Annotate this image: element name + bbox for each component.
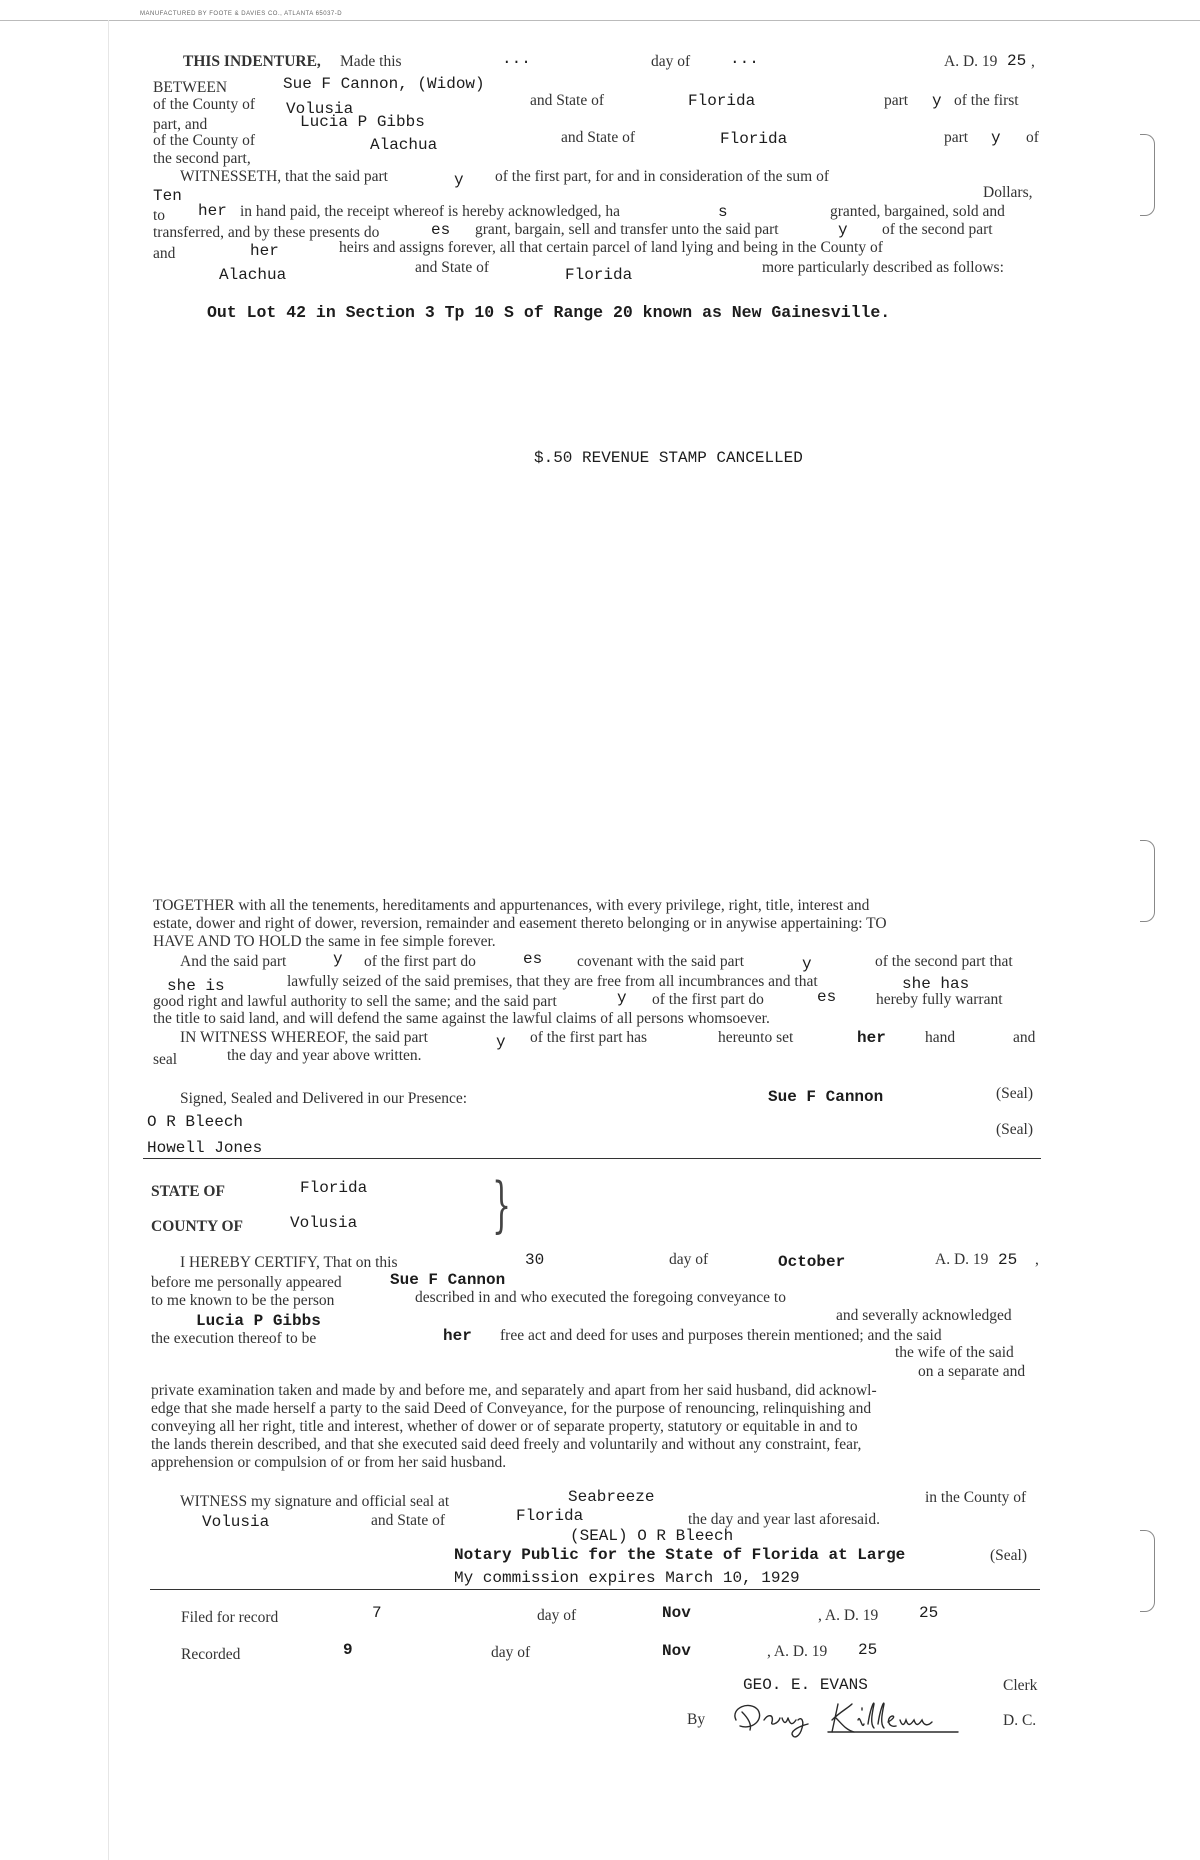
commission-expiry: My commission expires March 10, 1929 xyxy=(454,1569,800,1587)
last-aforesaid: the day and year last aforesaid. xyxy=(688,1511,880,1528)
of-label: of xyxy=(1026,129,1039,146)
and-label-2: and xyxy=(1013,1029,1036,1046)
grantee-county: Alachua xyxy=(370,136,438,154)
ack-state: Florida xyxy=(300,1179,368,1197)
authority-b: of the first part do xyxy=(652,991,764,1008)
binder-clip-middle xyxy=(1140,840,1155,922)
hand-label: hand xyxy=(925,1029,956,1046)
recorded-month: Nov xyxy=(662,1642,691,1660)
covenant-y-1: y xyxy=(333,950,343,968)
ack-year: 25 xyxy=(998,1251,1018,1269)
sum-value: Ten xyxy=(153,187,182,205)
in-witness-c: hereunto set xyxy=(718,1029,794,1046)
ack-county: Volusia xyxy=(290,1214,358,1232)
revenue-stamp-note: $.50 REVENUE STAMP CANCELLED xyxy=(534,449,803,467)
to-label: to xyxy=(153,207,166,224)
notary-divider xyxy=(150,1589,1040,1590)
recorded-dayof: day of xyxy=(491,1644,531,1661)
private-exam-3: conveying all her right, title and interest, whether of dower or of separate property, statutory or equitable in and to xyxy=(151,1418,858,1435)
witness-two: Howell Jones xyxy=(147,1139,263,1157)
filed-dayof: day of xyxy=(537,1607,577,1624)
appeared-label: before me personally appeared xyxy=(151,1274,342,1291)
in-witness-y: y xyxy=(496,1033,506,1051)
witness-sig-label: WITNESS my signature and official seal at xyxy=(180,1493,450,1510)
covenant-es-1: es xyxy=(523,950,543,968)
clerk-label: Clerk xyxy=(1003,1677,1038,1694)
part-suffix-2: y xyxy=(991,129,1001,147)
certify-a: I HEREBY CERTIFY, That on this xyxy=(180,1254,398,1271)
property-description: Out Lot 42 in Section 3 Tp 10 S of Range 20 known as New Gainesville. xyxy=(207,303,891,322)
seized-pronoun: she is xyxy=(167,977,225,995)
free-act-text: free act and deed for uses and purposes therein mentioned; and the said xyxy=(500,1327,942,1344)
ack-grantee: Lucia P Gibbs xyxy=(196,1312,321,1330)
filed-month: Nov xyxy=(662,1604,691,1622)
in-witness-a: IN WITNESS WHEREOF, the said part xyxy=(180,1029,428,1046)
binder-clip-top xyxy=(1140,134,1155,216)
covenant-b: of the first part do xyxy=(364,953,476,970)
wife-label: the wife of the said xyxy=(895,1344,1014,1361)
known-label: to me known to be the person xyxy=(151,1292,335,1309)
covenant-d: of the second part that xyxy=(875,953,1013,970)
recorded-ad: , A. D. 19 xyxy=(767,1643,828,1660)
witness-place: Seabreeze xyxy=(568,1488,655,1506)
ad-label: A. D. 19 xyxy=(944,53,998,70)
execution-label: the execution thereof to be xyxy=(151,1330,317,1347)
covenant-c: covenant with the said part xyxy=(577,953,745,970)
defend-text: the title to said land, and will defend the same against the lawful claims of all persons whomsoever. xyxy=(153,1010,770,1027)
to-pronoun: her xyxy=(198,202,227,220)
by-label: By xyxy=(687,1711,706,1728)
day-of-label: day of xyxy=(651,53,691,70)
part-suffix-3: y xyxy=(454,171,464,189)
county-of-label: COUNTY OF xyxy=(151,1218,243,1235)
ack-dayof: day of xyxy=(669,1251,709,1268)
filed-year: 25 xyxy=(919,1604,939,1622)
described-conveyance: described in and who executed the foregoing conveyance to xyxy=(415,1289,786,1306)
signature-divider xyxy=(143,1158,1041,1159)
grant-text: grant, bargain, sell and transfer unto the said part xyxy=(475,221,779,238)
margin-rule xyxy=(108,20,109,1860)
deputy-clerk-label: D. C. xyxy=(1003,1712,1037,1729)
she-has: she has xyxy=(902,975,970,993)
deputy-clerk-signature xyxy=(728,1690,983,1742)
private-exam-2: edge that she made herself a party to the said Deed of Conveyance, for the purpose of renouncing, relinquishing and xyxy=(151,1400,872,1417)
together-line-1: TOGETHER with all the tenements, hereditaments and appurtenances, with every privilege, right, title, interest and xyxy=(153,897,870,914)
grantor-name: Sue F Cannon, (Widow) xyxy=(283,75,485,93)
heirs-text: heirs and assigns forever, all that certain parcel of land lying and being in the County of xyxy=(339,239,883,256)
part-and-label: part, and xyxy=(153,116,208,133)
described-text: more particularly described as follows: xyxy=(762,259,1004,276)
month-blank: ... xyxy=(730,50,759,68)
notary-seal: (Seal) xyxy=(990,1547,1028,1564)
recorded-year: 25 xyxy=(858,1641,878,1659)
binder-clip-bottom xyxy=(1140,1530,1155,1612)
covenant-a: And the said part xyxy=(180,953,287,970)
notary-title: Notary Public for the State of Florida at Large xyxy=(454,1546,906,1564)
between-label: BETWEEN xyxy=(153,79,228,96)
filed-label: Filed for record xyxy=(181,1609,279,1626)
authority-c: hereby fully warrant xyxy=(876,991,1003,1008)
dollars-label: Dollars, xyxy=(983,184,1033,201)
together-line-3: HAVE AND TO HOLD the same in fee simple forever. xyxy=(153,933,496,950)
acknowledged-label: and severally acknowledged xyxy=(836,1307,1012,1324)
state-label-2: and State of xyxy=(561,129,636,146)
manufacturer-imprint: MANUFACTURED BY FOOTE & DAVIES CO., ATLANTA 65037-D xyxy=(140,11,343,17)
state-of-label: STATE OF xyxy=(151,1183,225,1200)
in-county-label: in the County of xyxy=(925,1489,1027,1506)
ack-ad: A. D. 19 xyxy=(935,1251,989,1268)
and-label: and xyxy=(153,245,176,262)
indenture-title: THIS INDENTURE, xyxy=(183,53,321,70)
appeared-name: Sue F Cannon xyxy=(390,1271,506,1289)
of-the-first: of the first xyxy=(954,92,1019,109)
second-part-text: of the second part xyxy=(882,221,993,238)
state-label-1: and State of xyxy=(530,92,605,109)
day-year-text: the day and year above written. xyxy=(227,1047,422,1064)
in-witness-b: of the first part has xyxy=(530,1029,648,1046)
private-exam-5: apprehension or compulsion of or from her said husband. xyxy=(151,1454,507,1471)
recorded-day: 9 xyxy=(343,1641,353,1659)
authority-y: y xyxy=(617,989,627,1007)
part-label-1: part xyxy=(884,92,909,109)
together-line-2: estate, dower and right of dower, reversion, remainder and easement thereto belonging or in anywise appertaining: TO xyxy=(153,915,887,932)
county-label-2: of the County of xyxy=(153,132,256,149)
day-blank: ... xyxy=(502,50,531,68)
recorded-label: Recorded xyxy=(181,1646,241,1663)
seized-text: lawfully seized of the said premises, that they are free from all incumbrances and that xyxy=(287,973,818,990)
ha-suffix: s xyxy=(718,203,728,221)
authority-es: es xyxy=(817,988,837,1006)
granted-text: granted, bargained, sold and xyxy=(830,203,1005,220)
covenant-y-2: y xyxy=(802,955,812,973)
grantor-county: Volusia xyxy=(286,100,354,118)
witness-one: O R Bleech xyxy=(147,1113,244,1131)
private-exam-1: private examination taken and made by and before me, and separately and apart from her said husband, did acknowl- xyxy=(151,1382,877,1399)
seal-label: seal xyxy=(153,1051,178,1068)
part-suffix-1: y xyxy=(932,92,942,110)
ack-day: 30 xyxy=(525,1251,545,1269)
seal-mark-2: (Seal) xyxy=(996,1121,1034,1138)
filed-ad: , A. D. 19 xyxy=(818,1607,879,1624)
grantee-name: Lucia P Gibbs xyxy=(300,113,425,131)
consideration-text: of the first part, for and in consideration of the sum of xyxy=(495,168,830,185)
witness-state: Florida xyxy=(516,1507,584,1525)
county-label-1: of the County of xyxy=(153,96,256,113)
second-part-label: the second part, xyxy=(153,150,251,167)
private-exam-4: the lands therein described, and that she executed said deed freely and voluntarily and without any constraint, fear, xyxy=(151,1436,862,1453)
grantor-state: Florida xyxy=(688,92,756,110)
witness-state-label: and State of xyxy=(371,1512,446,1529)
execution-her: her xyxy=(443,1327,472,1345)
seal-mark-1: (Seal) xyxy=(996,1085,1034,1102)
authority-a: good right and lawful authority to sell the same; and the said part xyxy=(153,993,557,1010)
filed-day: 7 xyxy=(372,1604,382,1622)
grantor-signature: Sue F Cannon xyxy=(768,1088,884,1106)
witness-county: Volusia xyxy=(202,1513,270,1531)
land-county: Alachua xyxy=(219,266,287,284)
transferred-text: transferred, and by these presents do xyxy=(153,224,380,241)
jurisdiction-brace: } xyxy=(492,1170,512,1240)
comma: , xyxy=(1031,53,1035,70)
made-this-label: Made this xyxy=(340,53,402,70)
land-state: Florida xyxy=(565,266,633,284)
ack-comma: , xyxy=(1035,1251,1039,1268)
witnesseth: WITNESSETH, that the said part xyxy=(180,168,388,185)
separate-label: on a separate and xyxy=(918,1363,1026,1380)
clerk-name: GEO. E. EVANS xyxy=(743,1676,868,1694)
year-value: 25 xyxy=(1007,52,1027,70)
part-label-2: part xyxy=(944,129,969,146)
presence-label: Signed, Sealed and Delivered in our Presence: xyxy=(180,1090,468,1107)
ack-month: October xyxy=(778,1253,846,1271)
part-suffix-4: y xyxy=(838,221,848,239)
do-suffix-1: es xyxy=(431,221,451,239)
heirs-pronoun: her xyxy=(250,242,279,260)
notary-name: (SEAL) O R Bleech xyxy=(570,1527,734,1545)
state-label-3: and State of xyxy=(415,259,490,276)
receipt-text: in hand paid, the receipt whereof is hereby acknowledged, ha xyxy=(240,203,621,220)
grantee-state: Florida xyxy=(720,130,788,148)
in-witness-her: her xyxy=(857,1029,886,1047)
